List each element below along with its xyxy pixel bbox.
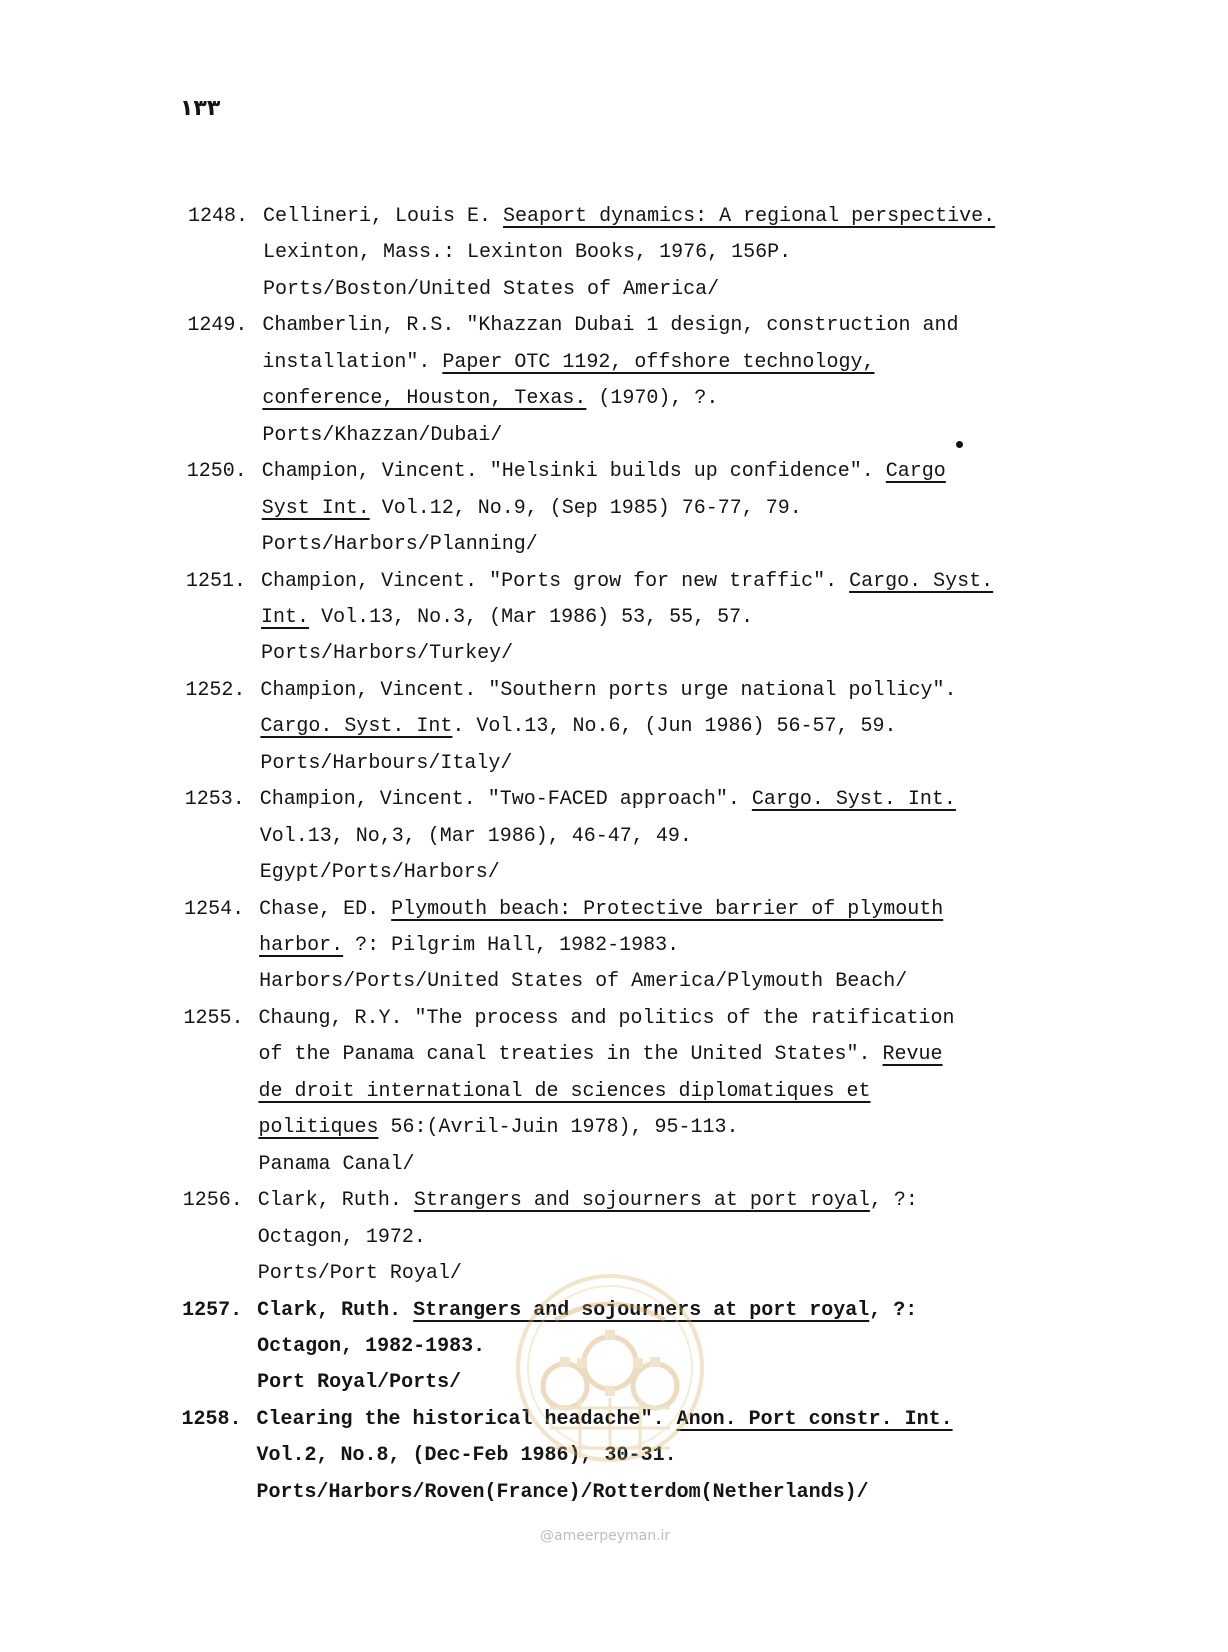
entry-line <box>261 599 753 637</box>
underlined-title: Cargo. Syst. Int <box>260 715 453 739</box>
underlined-title: Seaport dynamics: A regional perspective. <box>503 205 996 228</box>
underlined-title: Plymouth beach: Protective barrier of plymouth <box>391 897 944 921</box>
entry-text: (1970), ?. <box>586 387 719 411</box>
entry-line <box>258 1182 918 1220</box>
underlined-title: politiques <box>258 1116 379 1140</box>
entry-line <box>262 344 874 382</box>
entry-text: Ports/Khazzan/Dubai/ <box>262 423 503 447</box>
entry-text: Egypt/Ports/Harbors/ <box>259 861 500 885</box>
entry-text: , ?: <box>869 1189 918 1213</box>
entry-number: 1251. <box>186 569 247 593</box>
entry-number: 1250. <box>186 460 247 484</box>
entry-line <box>260 781 956 819</box>
entry-text: Clark, Ruth. <box>257 1298 414 1322</box>
entry-text: Panama Canal/ <box>258 1152 415 1176</box>
entry-text: Lexinton, Mass.: Lexinton Books, 1976, 156P. <box>263 241 792 265</box>
entry-number: 1253. <box>184 788 245 812</box>
entry-line <box>263 271 719 309</box>
entry-text: Vol.2, No.8, (Dec-Feb 1986), 30-31. <box>256 1444 677 1468</box>
entry-text: Ports/Port Royal/ <box>257 1262 462 1286</box>
entry-line <box>262 307 958 345</box>
entry-text: installation". <box>262 350 443 374</box>
entry-line <box>257 1364 461 1402</box>
entry-text: Harbors/Ports/United States of America/Plymouth Beach/ <box>259 970 908 994</box>
underlined-title: Strangers and sojourners at port royal <box>413 1189 870 1213</box>
underlined-title: harbor. <box>259 933 344 957</box>
entry-line <box>258 1109 738 1147</box>
underlined-title: conference, Houston, Texas. <box>262 387 587 411</box>
entry-line <box>260 672 956 710</box>
entry-number: 1256. <box>182 1189 243 1213</box>
watermark-url: @ameerpeyman.ir <box>540 1528 671 1544</box>
entry-line <box>259 963 907 1001</box>
entry-text: Ports/Boston/United States of America/ <box>263 277 720 301</box>
entry-text: Port Royal/Ports/ <box>257 1371 462 1395</box>
entry-line <box>259 891 943 929</box>
entry-text: Vol.13, No.3, (Mar 1986) 53, 55, 57. <box>309 605 754 629</box>
entry-text: Chase, ED. <box>259 897 392 921</box>
entry-text: Ports/Harbours/Italy/ <box>260 751 513 775</box>
underlined-title: Anon. Port constr. Int. <box>676 1407 953 1431</box>
entry-text: Chamberlin, R.S. "Khazzan Dubai 1 design, construction and <box>262 314 959 338</box>
entry-number: 1257. <box>182 1298 243 1322</box>
entry-line <box>257 1401 953 1439</box>
entry-text: Cellineri, Louis E. <box>263 205 504 228</box>
entry-text: 56:(Avril-Juin 1978), 95-113. <box>378 1116 739 1140</box>
entry-line <box>262 453 946 491</box>
entry-text: Chaung, R.Y. "The process and politics of the ratification <box>258 1006 955 1030</box>
entry-line <box>258 1219 426 1257</box>
entry-text: Champion, Vincent. "Helsinki builds up confidence". <box>261 460 886 484</box>
underlined-title: Strangers and sojourners at port royal <box>413 1298 870 1322</box>
entry-line <box>257 1328 485 1366</box>
entry-line <box>257 1292 917 1330</box>
entry-text: ?: Pilgrim Hall, 1982-1983. <box>343 933 680 957</box>
entry-line <box>262 490 802 528</box>
entry-line <box>258 1146 414 1184</box>
entry-line <box>262 526 538 564</box>
entry-number: 1249. <box>187 314 248 338</box>
entry-text: . Vol.13, No.6, (Jun 1986) 56-57, 59. <box>452 715 897 739</box>
entry-text: Clearing the historical headache". <box>256 1407 677 1431</box>
entry-line <box>262 417 502 455</box>
entry-text: Ports/Harbors/Planning/ <box>261 533 538 557</box>
entry-text: , ?: <box>869 1298 918 1322</box>
entry-text: Vol.13, No,3, (Mar 1986), 46-47, 49. <box>259 824 692 848</box>
scan-speck <box>956 441 963 448</box>
underlined-title: de droit international de sciences diplomatiques et <box>258 1079 871 1103</box>
entry-text: Clark, Ruth. <box>257 1189 414 1213</box>
entry-text: Octagon, 1982-1983. <box>257 1334 486 1358</box>
entry-number: 1252. <box>185 678 246 702</box>
entry-text: Octagon, 1972. <box>257 1225 426 1249</box>
entry-line <box>260 745 512 783</box>
entry-line <box>260 708 896 746</box>
entry-line <box>263 234 791 272</box>
entry-line <box>262 380 718 418</box>
underlined-title: Syst Int. <box>261 496 370 520</box>
entry-number: 1254. <box>184 897 245 921</box>
underlined-title: Int. <box>261 605 310 629</box>
entry-line <box>258 1000 954 1038</box>
entry-text: Vol.12, No.9, (Sep 1985) 76-77, 79. <box>369 496 802 520</box>
entry-text: Ports/Harbors/Roven(France)/Rotterdom(Netherlands)/ <box>256 1480 869 1504</box>
entry-text: Champion, Vincent. "Ports grow for new traffic". <box>261 569 850 593</box>
underlined-title: Cargo. Syst. <box>849 569 994 593</box>
entry-line <box>258 1036 942 1074</box>
entry-number: 1258. <box>181 1407 242 1431</box>
entry-text: Champion, Vincent. "Southern ports urge national pollicy". <box>260 678 957 702</box>
entry-line <box>261 635 513 673</box>
entry-text: Ports/Harbors/Turkey/ <box>261 642 514 666</box>
entry-line <box>258 1255 462 1293</box>
entry-line <box>260 818 692 856</box>
underlined-title: Cargo <box>885 460 946 484</box>
entry-number: 1248. <box>188 205 249 228</box>
entry-line <box>259 927 679 965</box>
entry-line <box>257 1474 869 1512</box>
entry-line <box>260 854 500 892</box>
entry-number: 1255. <box>183 1006 244 1030</box>
entry-line <box>261 563 993 601</box>
entry-line <box>258 1073 870 1111</box>
underlined-title: Cargo. Syst. Int. <box>751 788 956 812</box>
underlined-title: Revue <box>882 1043 943 1067</box>
page-number: ۱۳۳ <box>180 96 221 121</box>
entry-text: of the Panama canal treaties in the United States". <box>258 1043 883 1067</box>
entry-text: Champion, Vincent. "Two-FACED approach". <box>259 788 752 812</box>
underlined-title: Paper OTC 1192, offshore technology, <box>442 350 875 374</box>
entry-line <box>257 1437 677 1475</box>
entry-line <box>263 198 995 236</box>
